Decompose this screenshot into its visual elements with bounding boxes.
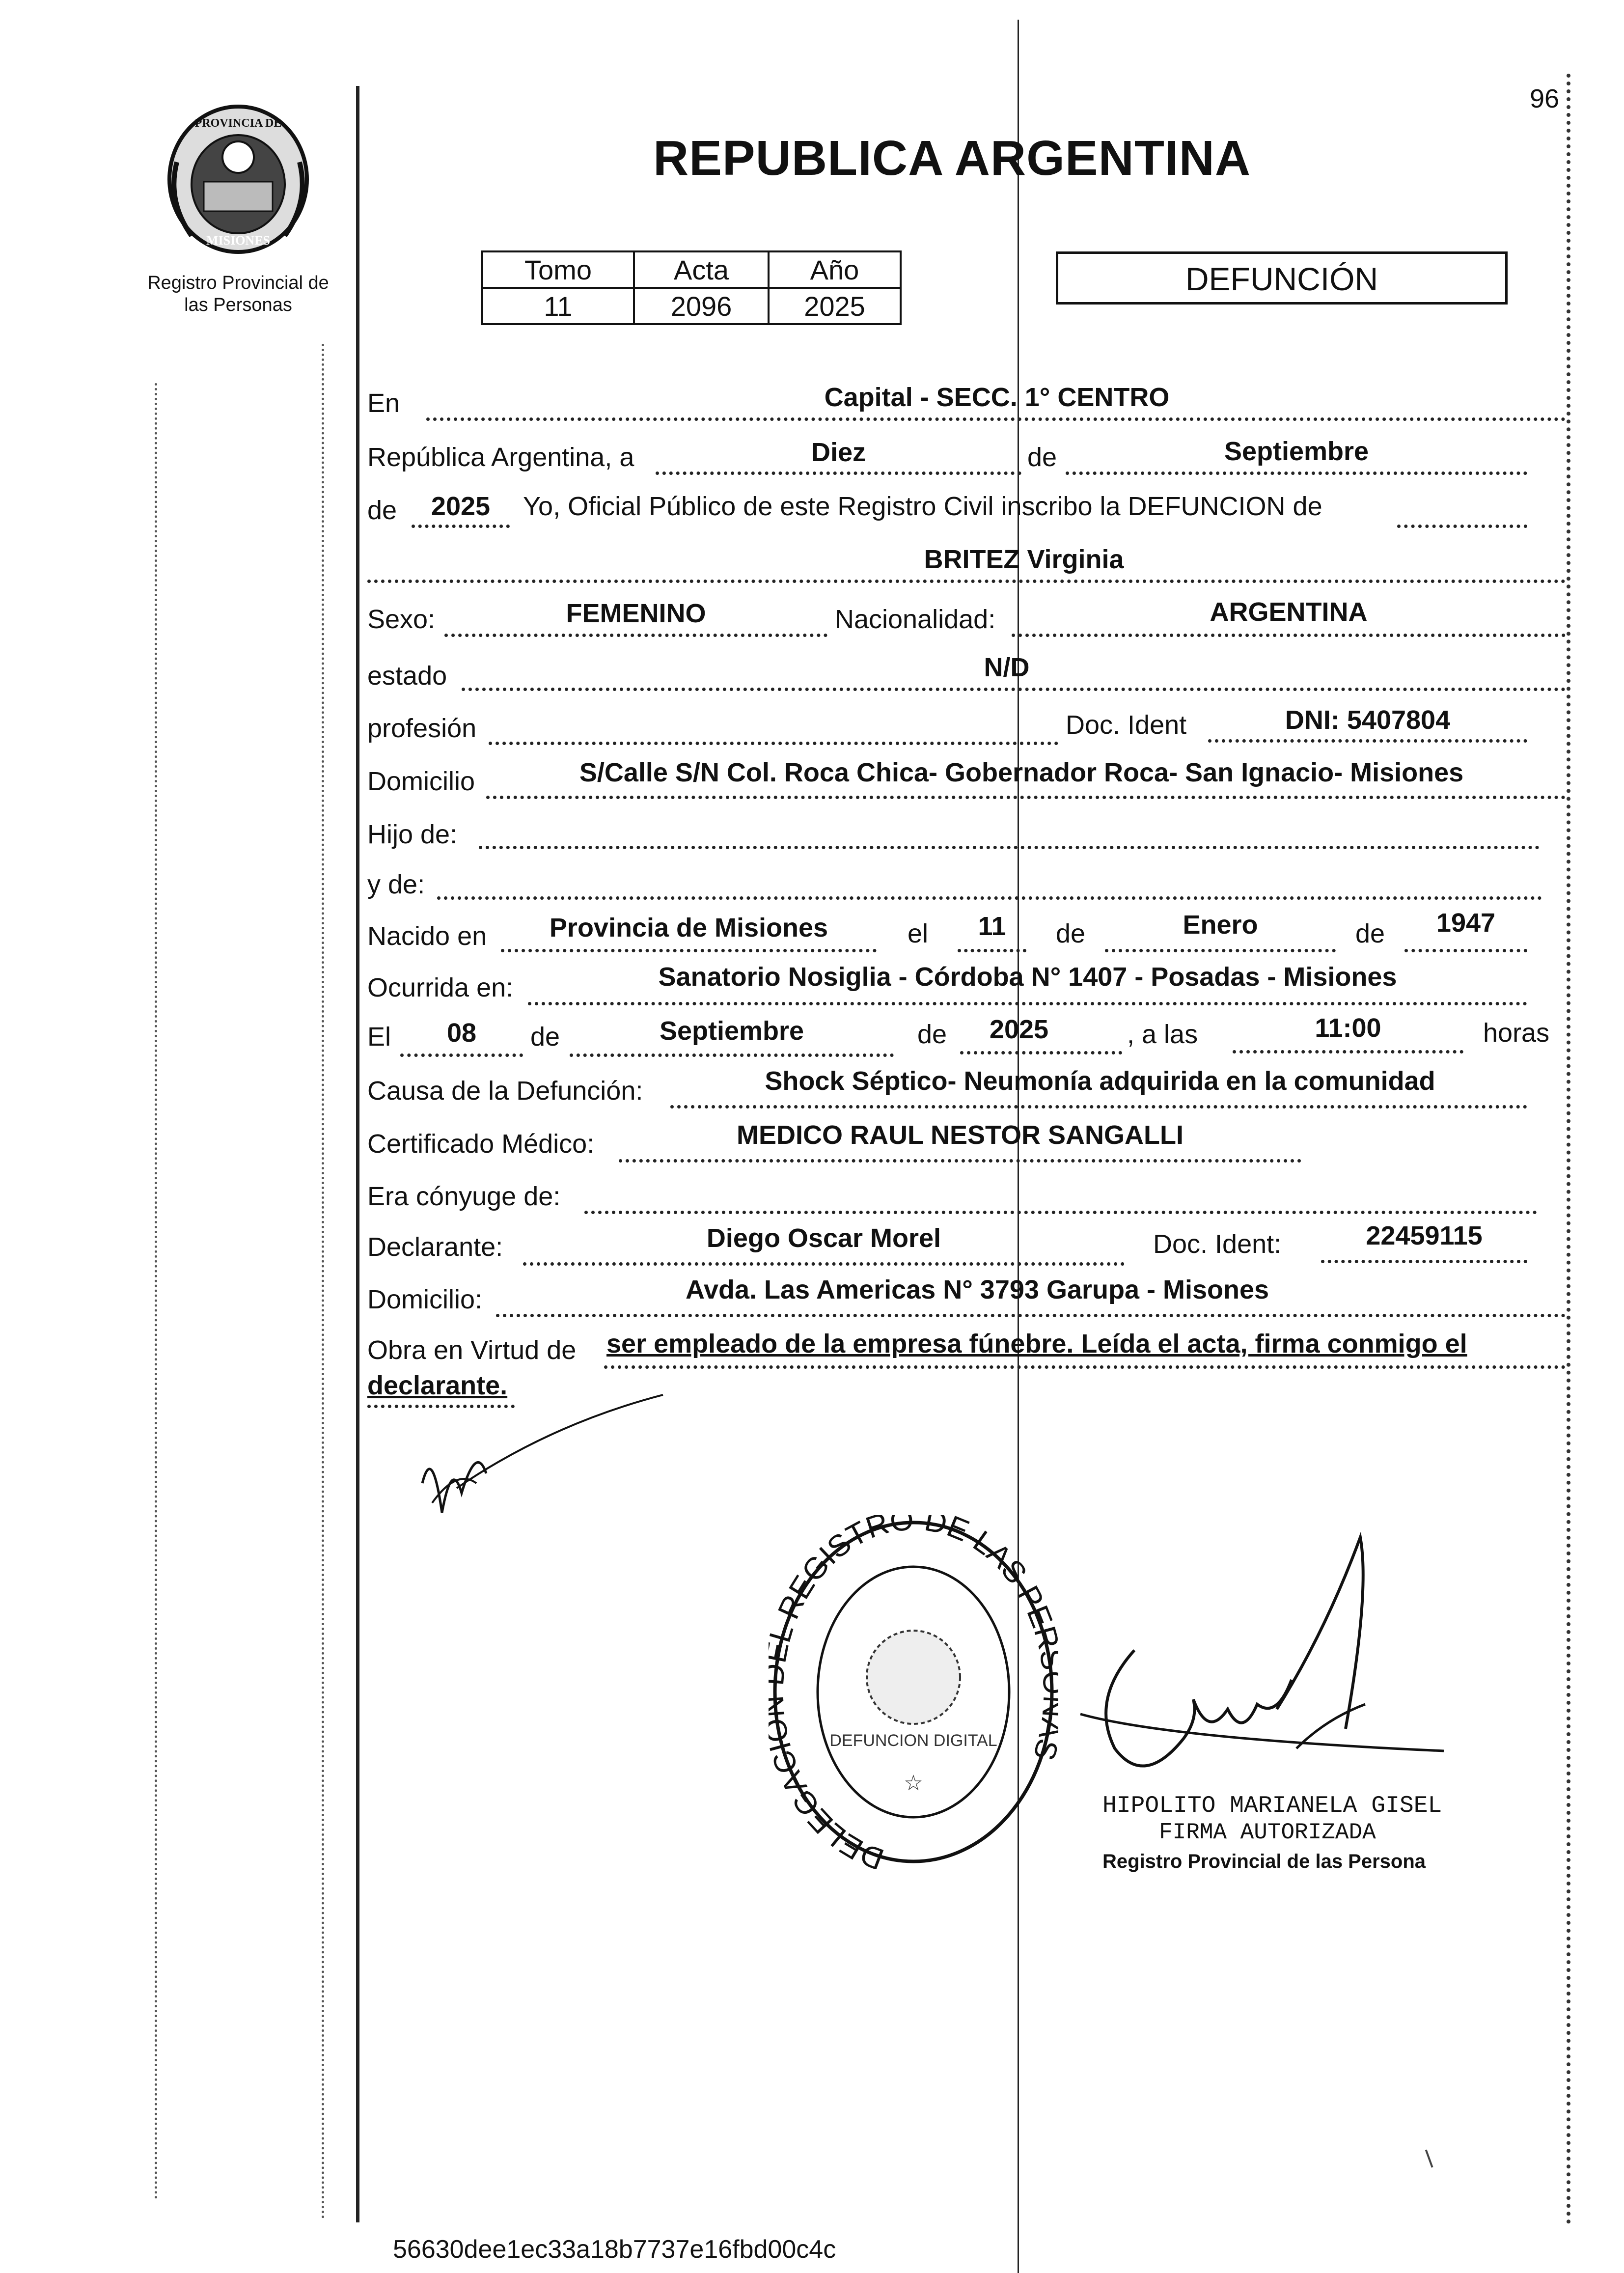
label-de-anio: de: [367, 496, 397, 525]
right-border-rule: [1567, 74, 1570, 2225]
record-type-label: DEFUNCIÓN: [1185, 261, 1378, 297]
stamp-icon: [769, 1515, 1058, 1869]
label-hijo: Hijo de:: [367, 820, 458, 849]
acta-header-acta: Acta: [634, 251, 769, 288]
dots-declarante: [523, 1262, 1125, 1266]
dots-declarante-doc: [1321, 1260, 1527, 1263]
official-signature: [1071, 1532, 1454, 1788]
label-horas: horas: [1483, 1018, 1550, 1048]
dots-sexo: [444, 634, 827, 637]
value-en: Capital - SECC. 1° CENTRO: [824, 383, 1170, 412]
dots-inscribo: [1397, 525, 1527, 528]
dots-hijo: [479, 846, 1540, 849]
official-name: HIPOLITO MARIANELA GISEL: [1102, 1793, 1442, 1819]
value-declarante-doc: 22459115: [1366, 1221, 1483, 1250]
value-hora: 11:00: [1315, 1013, 1381, 1043]
value-sexo: FEMENINO: [566, 599, 706, 628]
value-nacido-dia: 11: [978, 912, 1006, 941]
dots-fecha-anio: [960, 1051, 1122, 1054]
value-obra-line2: declarante.: [367, 1371, 508, 1400]
left-edge-dots-1: [155, 383, 157, 2200]
dots-doc-ident: [1208, 739, 1527, 743]
value-nacido-mes: Enero: [1183, 910, 1258, 940]
acta-value-acta: 2096: [634, 288, 769, 324]
stray-mark: [1425, 2148, 1436, 2167]
dots-nacido-anio: [1404, 949, 1527, 952]
text-inscribo: Yo, Oficial Público de este Registro Civil inscribo la DEFUNCION de: [523, 492, 1322, 521]
label-republica: República Argentina, a: [367, 443, 634, 472]
dots-nacido-lugar-line: [501, 949, 877, 952]
seal-top-text: PROVINCIA DE: [194, 117, 282, 130]
value-domicilio2: Avda. Las Americas N° 3793 Garupa - Misones: [685, 1275, 1269, 1304]
label-declarante-doc: Doc. Ident:: [1153, 1229, 1282, 1259]
value-nombre: BRITEZ Virginia: [924, 545, 1124, 574]
declarant-signature: [403, 1385, 678, 1547]
value-ocurrida: Sanatorio Nosiglia - Córdoba N° 1407 - Posadas - Misiones: [658, 962, 1397, 992]
value-certificado: MEDICO RAUL NESTOR SANGALLI: [736, 1120, 1184, 1150]
official-org: Registro Provincial de las Persona: [1102, 1851, 1426, 1872]
value-nacido-lugar: Provincia de Misiones: [549, 913, 828, 942]
label-nacido: Nacido en: [367, 921, 487, 951]
value-nacido-anio: 1947: [1436, 908, 1496, 938]
value-causa: Shock Séptico- Neumonía adquirida en la comunidad: [765, 1066, 1435, 1096]
dots-profesion: [489, 742, 1058, 745]
acta-table-header-row: [482, 251, 901, 288]
dots-domicilio: [486, 796, 1566, 799]
label-a-las: , a las: [1127, 1020, 1198, 1049]
value-domicilio: S/Calle S/N Col. Roca Chica- Gobernador Roca- San Ignacio- Misiones: [579, 758, 1464, 787]
label-profesion: profesión: [367, 714, 477, 743]
coat-of-arms-logo: [162, 103, 314, 255]
dots-nacido-mes: [1105, 949, 1336, 952]
document-hash: 56630dee1ec33a18b7737e16fbd00c4c: [393, 2235, 836, 2264]
label-domicilio2: Domicilio:: [367, 1285, 483, 1314]
page-title: REPUBLICA ARGENTINA: [653, 131, 1251, 186]
label-fecha-de1: de: [530, 1022, 560, 1052]
official-stamp: [769, 1515, 1058, 1869]
value-mes: Septiembre: [1224, 437, 1369, 466]
dots-certificado: [619, 1159, 1301, 1163]
label-fecha-de2: de: [917, 1020, 947, 1049]
value-obra-line1: ser empleado de la empresa fúnebre. Leída el acta, firma conmigo el: [606, 1329, 1467, 1358]
left-edge-dots-2: [322, 344, 324, 2220]
label-sexo: Sexo:: [367, 605, 436, 634]
acta-table: [481, 250, 902, 325]
label-en: En: [367, 388, 400, 418]
acta-value-anio: 2025: [769, 288, 901, 324]
seal-bottom-text: MISIONES: [206, 233, 271, 248]
label-declarante: Declarante:: [367, 1232, 503, 1262]
dots-nombre: [367, 580, 1566, 583]
value-anio: 2025: [431, 492, 491, 521]
stamp-inner-text: DEFUNCION DIGITAL: [829, 1731, 997, 1750]
coat-of-arms-icon: [162, 103, 314, 255]
dots-anio: [412, 525, 510, 528]
dots-domicilio2: [496, 1314, 1566, 1317]
stamp-ring-text: DELEGAC REGISTRO DE LAS PE: [769, 1515, 1058, 1869]
value-nacionalidad: ARGENTINA: [1210, 597, 1368, 627]
label-estado: estado: [367, 661, 447, 691]
label-domicilio: Domicilio: [367, 767, 475, 796]
dots-nacido-dia: [958, 949, 1026, 952]
dots-fecha-dia: [400, 1053, 523, 1057]
label-nacido-de2: de: [1355, 919, 1385, 948]
acta-table-value-row: [482, 288, 901, 324]
logo-caption-line1: Registro Provincial de: [147, 273, 329, 293]
label-doc-ident: Doc. Ident: [1066, 710, 1187, 740]
logo-caption-line2: las Personas: [184, 295, 292, 315]
acta-header-anio: Año: [769, 251, 901, 288]
dots-estado: [462, 688, 1566, 691]
label-conyuge: Era cónyuge de:: [367, 1182, 561, 1211]
value-fecha-anio: 2025: [989, 1015, 1049, 1044]
label-nacionalidad: Nacionalidad:: [835, 605, 996, 634]
acta-value-tomo: 11: [482, 288, 634, 324]
label-el: El: [367, 1022, 391, 1052]
dots-hora: [1233, 1050, 1463, 1053]
acta-header-tomo: Tomo: [482, 251, 634, 288]
dots-nacionalidad: [1012, 634, 1566, 637]
value-declarante: Diego Oscar Morel: [706, 1223, 941, 1253]
dots-y-de: [437, 896, 1542, 900]
value-fecha-dia: 08: [446, 1018, 477, 1048]
dots-conyuge: [584, 1211, 1537, 1214]
stamp-star: ☆: [904, 1771, 923, 1795]
label-causa: Causa de la Defunción:: [367, 1076, 643, 1106]
left-margin-rule: [356, 86, 359, 2222]
label-nacido-el: el: [908, 919, 929, 948]
dots-obra: [604, 1365, 1566, 1369]
value-doc-ident: DNI: 5407804: [1285, 705, 1451, 735]
value-fecha-mes: Septiembre: [659, 1016, 804, 1046]
dots-fecha-mes: [570, 1053, 894, 1057]
official-role: FIRMA AUTORIZADA: [1159, 1820, 1376, 1845]
dots-mes: [1066, 471, 1527, 475]
value-estado: N/D: [984, 653, 1030, 682]
page-number: 96: [1530, 84, 1560, 113]
label-de-mes: de: [1027, 443, 1057, 472]
dots-ocurrida: [528, 1002, 1527, 1005]
declarant-signature-icon: [403, 1385, 678, 1547]
dots-dia: [656, 471, 1021, 475]
label-ocurrida: Ocurrida en:: [367, 973, 514, 1002]
value-dia: Diez: [811, 438, 866, 467]
label-obra: Obra en Virtud de: [367, 1335, 577, 1365]
dots-causa: [670, 1105, 1527, 1109]
dots-en: [426, 417, 1566, 421]
label-y-de: y de:: [367, 870, 425, 899]
label-nacido-de1: de: [1056, 919, 1086, 948]
label-certificado: Certificado Médico:: [367, 1129, 595, 1159]
official-signature-icon: [1071, 1532, 1454, 1788]
